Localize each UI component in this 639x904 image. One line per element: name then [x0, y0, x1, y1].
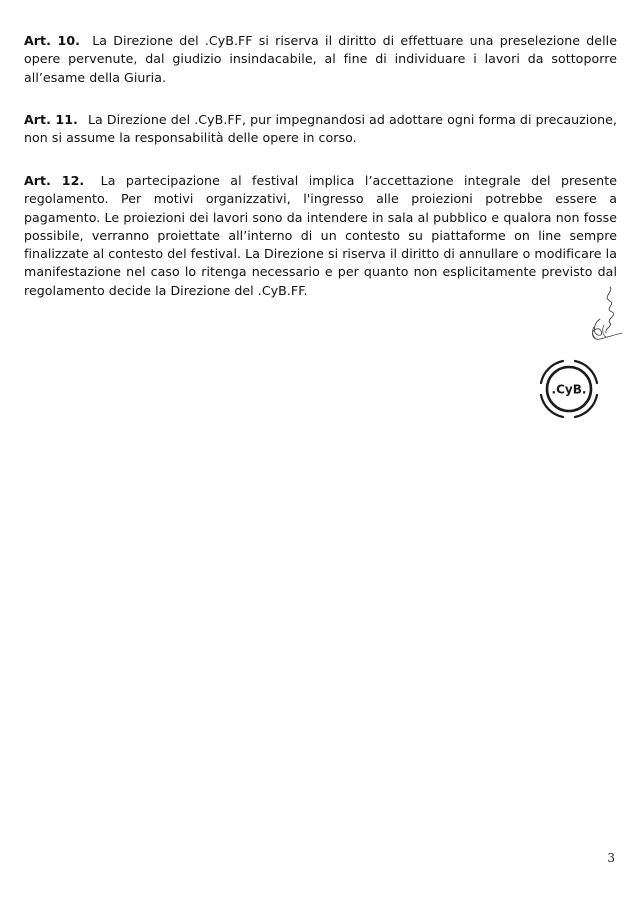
cyb-logo-stamp: [533, 353, 605, 425]
signature-icon: [580, 283, 626, 345]
article-12: [24, 172, 617, 300]
article-text: La Direzione del .CyB.FF, pur impegnandosi ad adottare ogni forma di precauzione, non si assume la responsabilità delle opere in corso.: [24, 112, 617, 146]
article-number: Art. 10.: [24, 33, 80, 48]
article-text: La Direzione del .CyB.FF si riserva il diritto di effettuare una preselezione delle opere pervenute, dal giudizio insindacabile, al fine di individuare i lavori da sottoporre all’esame della Giuria.: [24, 33, 617, 85]
stamp-logo-text: .CyB.: [551, 382, 587, 397]
article-10: [24, 32, 617, 87]
article-number: Art. 12.: [24, 173, 85, 188]
article-number: Art. 11.: [24, 112, 78, 127]
page-number: 3: [607, 851, 615, 865]
article-11: [24, 111, 617, 148]
article-text: La partecipazione al festival implica l’accettazione integrale del presente regolamento. Per motivi organizzativi, l'ingresso alle proiezioni potrebbe essere a pagamento. Le proiezioni dei lavori sono da intendere in sala al pubblico e qualora non fosse possibile, verranno proiettate all’interno di un contesto su piattaforme on line sempre finalizzate al contesto del festival. La Direzione si riserva il diritto di annullare o modificare la manifestazione nel caso lo ritenga necessario e per quanto non esplicitamente previsto dal regolamento decide la Direzione del .CyB.FF.: [24, 173, 617, 298]
